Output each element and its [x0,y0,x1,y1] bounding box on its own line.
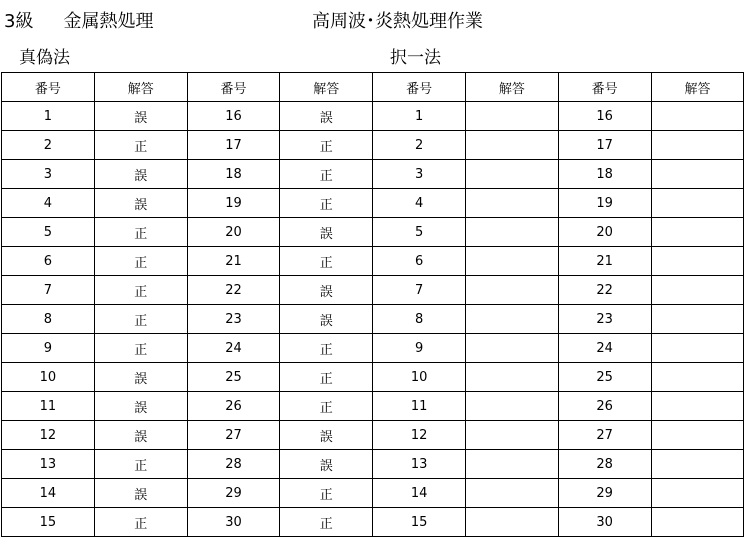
table-row [2,334,744,363]
answer-tf-cell: 誤 [280,305,373,334]
number-tf-cell: 30 [187,508,280,537]
number-mc-cell: 20 [558,218,651,247]
answer-table [1,72,744,537]
number-mc-cell: 30 [558,508,651,537]
number-tf-cell: 28 [187,450,280,479]
answer-tf-cell: 正 [280,247,373,276]
answer-tf-cell: 正 [94,276,187,305]
number-mc-cell: 28 [558,450,651,479]
number-tf-cell: 19 [187,189,280,218]
number-tf-cell: 2 [2,131,95,160]
number-mc-cell: 14 [373,479,466,508]
number-mc-cell: 26 [558,392,651,421]
table-row [2,276,744,305]
table-row [2,392,744,421]
number-tf-cell: 22 [187,276,280,305]
number-mc-cell: 21 [558,247,651,276]
answer-tf-cell: 正 [94,247,187,276]
number-tf-cell: 6 [2,247,95,276]
table-row [2,421,744,450]
answer-tf-cell: 正 [94,218,187,247]
answer-tf-cell: 正 [94,334,187,363]
number-tf-cell: 14 [2,479,95,508]
answer-tf-cell: 正 [280,363,373,392]
answer-mc-cell [465,305,558,334]
number-mc-cell: 18 [558,160,651,189]
number-tf-cell: 21 [187,247,280,276]
answer-tf-cell: 正 [280,160,373,189]
header-answer-mc-1: 解答 [465,73,558,102]
answer-mc-cell [465,508,558,537]
answer-tf-cell: 誤 [280,218,373,247]
number-mc-cell: 1 [373,102,466,131]
answer-mc-cell [465,189,558,218]
table-row [2,218,744,247]
answer-tf-cell: 誤 [280,421,373,450]
header-answer-tf-1: 解答 [94,73,187,102]
answer-mc-cell [465,247,558,276]
answer-tf-cell: 誤 [94,479,187,508]
number-mc-cell: 17 [558,131,651,160]
number-mc-cell: 25 [558,363,651,392]
number-tf-cell: 7 [2,276,95,305]
number-mc-cell: 22 [558,276,651,305]
number-mc-cell: 3 [373,160,466,189]
answer-mc-cell [465,218,558,247]
number-tf-cell: 4 [2,189,95,218]
table-row [2,479,744,508]
number-tf-cell: 11 [2,392,95,421]
answer-tf-cell: 誤 [94,421,187,450]
answer-table-body [2,102,744,537]
answer-tf-cell: 誤 [94,189,187,218]
answer-tf-cell: 誤 [94,102,187,131]
number-tf-cell: 15 [2,508,95,537]
table-row [2,508,744,537]
number-mc-cell: 19 [558,189,651,218]
number-mc-cell: 23 [558,305,651,334]
number-mc-cell: 15 [373,508,466,537]
answer-tf-cell: 正 [280,392,373,421]
number-mc-cell: 12 [373,421,466,450]
number-tf-cell: 24 [187,334,280,363]
number-mc-cell: 8 [373,305,466,334]
table-row [2,305,744,334]
true-false-section-label: 真偽法 [19,48,70,68]
number-tf-cell: 26 [187,392,280,421]
answer-mc-cell [465,160,558,189]
answer-tf-cell: 正 [280,334,373,363]
answer-tf-cell: 誤 [94,392,187,421]
answer-tf-cell: 誤 [280,276,373,305]
number-mc-cell: 7 [373,276,466,305]
number-mc-cell: 29 [558,479,651,508]
number-mc-cell: 16 [558,102,651,131]
answer-tf-cell: 正 [94,508,187,537]
number-mc-cell: 4 [373,189,466,218]
table-row [2,363,744,392]
number-mc-cell: 9 [373,334,466,363]
number-mc-cell: 5 [373,218,466,247]
number-mc-cell: 27 [558,421,651,450]
number-tf-cell: 17 [187,131,280,160]
answer-mc-cell [465,421,558,450]
answer-tf-cell: 誤 [280,102,373,131]
answer-tf-cell: 正 [280,479,373,508]
table-row [2,189,744,218]
answer-mc-cell [465,102,558,131]
answer-tf-cell: 誤 [94,363,187,392]
header-number-tf-2: 番号 [187,73,280,102]
answer-tf-cell: 正 [94,450,187,479]
number-tf-cell: 5 [2,218,95,247]
answer-mc-cell [465,479,558,508]
number-tf-cell: 9 [2,334,95,363]
number-mc-cell: 6 [373,247,466,276]
subject-label: 金属熱処理 [63,11,154,32]
answer-mc-cell [651,247,744,276]
answer-tf-cell: 誤 [280,450,373,479]
answer-mc-cell [651,334,744,363]
table-row [2,160,744,189]
number-tf-cell: 12 [2,421,95,450]
answer-mc-cell [465,450,558,479]
answer-mc-cell [651,363,744,392]
number-tf-cell: 27 [187,421,280,450]
number-tf-cell: 13 [2,450,95,479]
number-mc-cell: 10 [373,363,466,392]
answer-mc-cell [651,479,744,508]
number-tf-cell: 20 [187,218,280,247]
table-row [2,131,744,160]
number-tf-cell: 18 [187,160,280,189]
answer-mc-cell [465,334,558,363]
number-mc-cell: 2 [373,131,466,160]
table-row [2,247,744,276]
answer-mc-cell [651,305,744,334]
answer-tf-cell: 正 [280,131,373,160]
answer-mc-cell [651,276,744,305]
number-tf-cell: 1 [2,102,95,131]
answer-mc-cell [651,102,744,131]
table-row [2,102,744,131]
multiple-choice-section-label: 択一法 [390,48,441,68]
document-title [4,10,153,34]
work-title: 高周波･炎熱処理作業 [312,11,483,32]
number-tf-cell: 10 [2,363,95,392]
answer-mc-cell [465,131,558,160]
header-answer-tf-2: 解答 [280,73,373,102]
answer-mc-cell [651,508,744,537]
answer-mc-cell [651,392,744,421]
number-tf-cell: 23 [187,305,280,334]
header-number-tf-1: 番号 [2,73,95,102]
header-number-mc-1: 番号 [373,73,466,102]
number-tf-cell: 3 [2,160,95,189]
answer-mc-cell [651,450,744,479]
number-tf-cell: 8 [2,305,95,334]
number-tf-cell: 25 [187,363,280,392]
answer-mc-cell [651,421,744,450]
answer-mc-cell [465,392,558,421]
grade-label: 3級 [4,11,34,32]
answer-tf-cell: 正 [280,189,373,218]
number-mc-cell: 11 [373,392,466,421]
answer-mc-cell [651,160,744,189]
number-tf-cell: 29 [187,479,280,508]
answer-mc-cell [651,131,744,160]
answer-tf-cell: 正 [94,131,187,160]
answer-mc-cell [465,363,558,392]
header-number-mc-2: 番号 [558,73,651,102]
header-row [2,73,744,102]
number-tf-cell: 16 [187,102,280,131]
number-mc-cell: 24 [558,334,651,363]
answer-mc-cell [651,189,744,218]
header-answer-mc-2: 解答 [651,73,744,102]
answer-tf-cell: 正 [94,305,187,334]
table-row [2,450,744,479]
answer-mc-cell [651,218,744,247]
number-mc-cell: 13 [373,450,466,479]
answer-mc-cell [465,276,558,305]
answer-tf-cell: 誤 [94,160,187,189]
answer-tf-cell: 正 [280,508,373,537]
